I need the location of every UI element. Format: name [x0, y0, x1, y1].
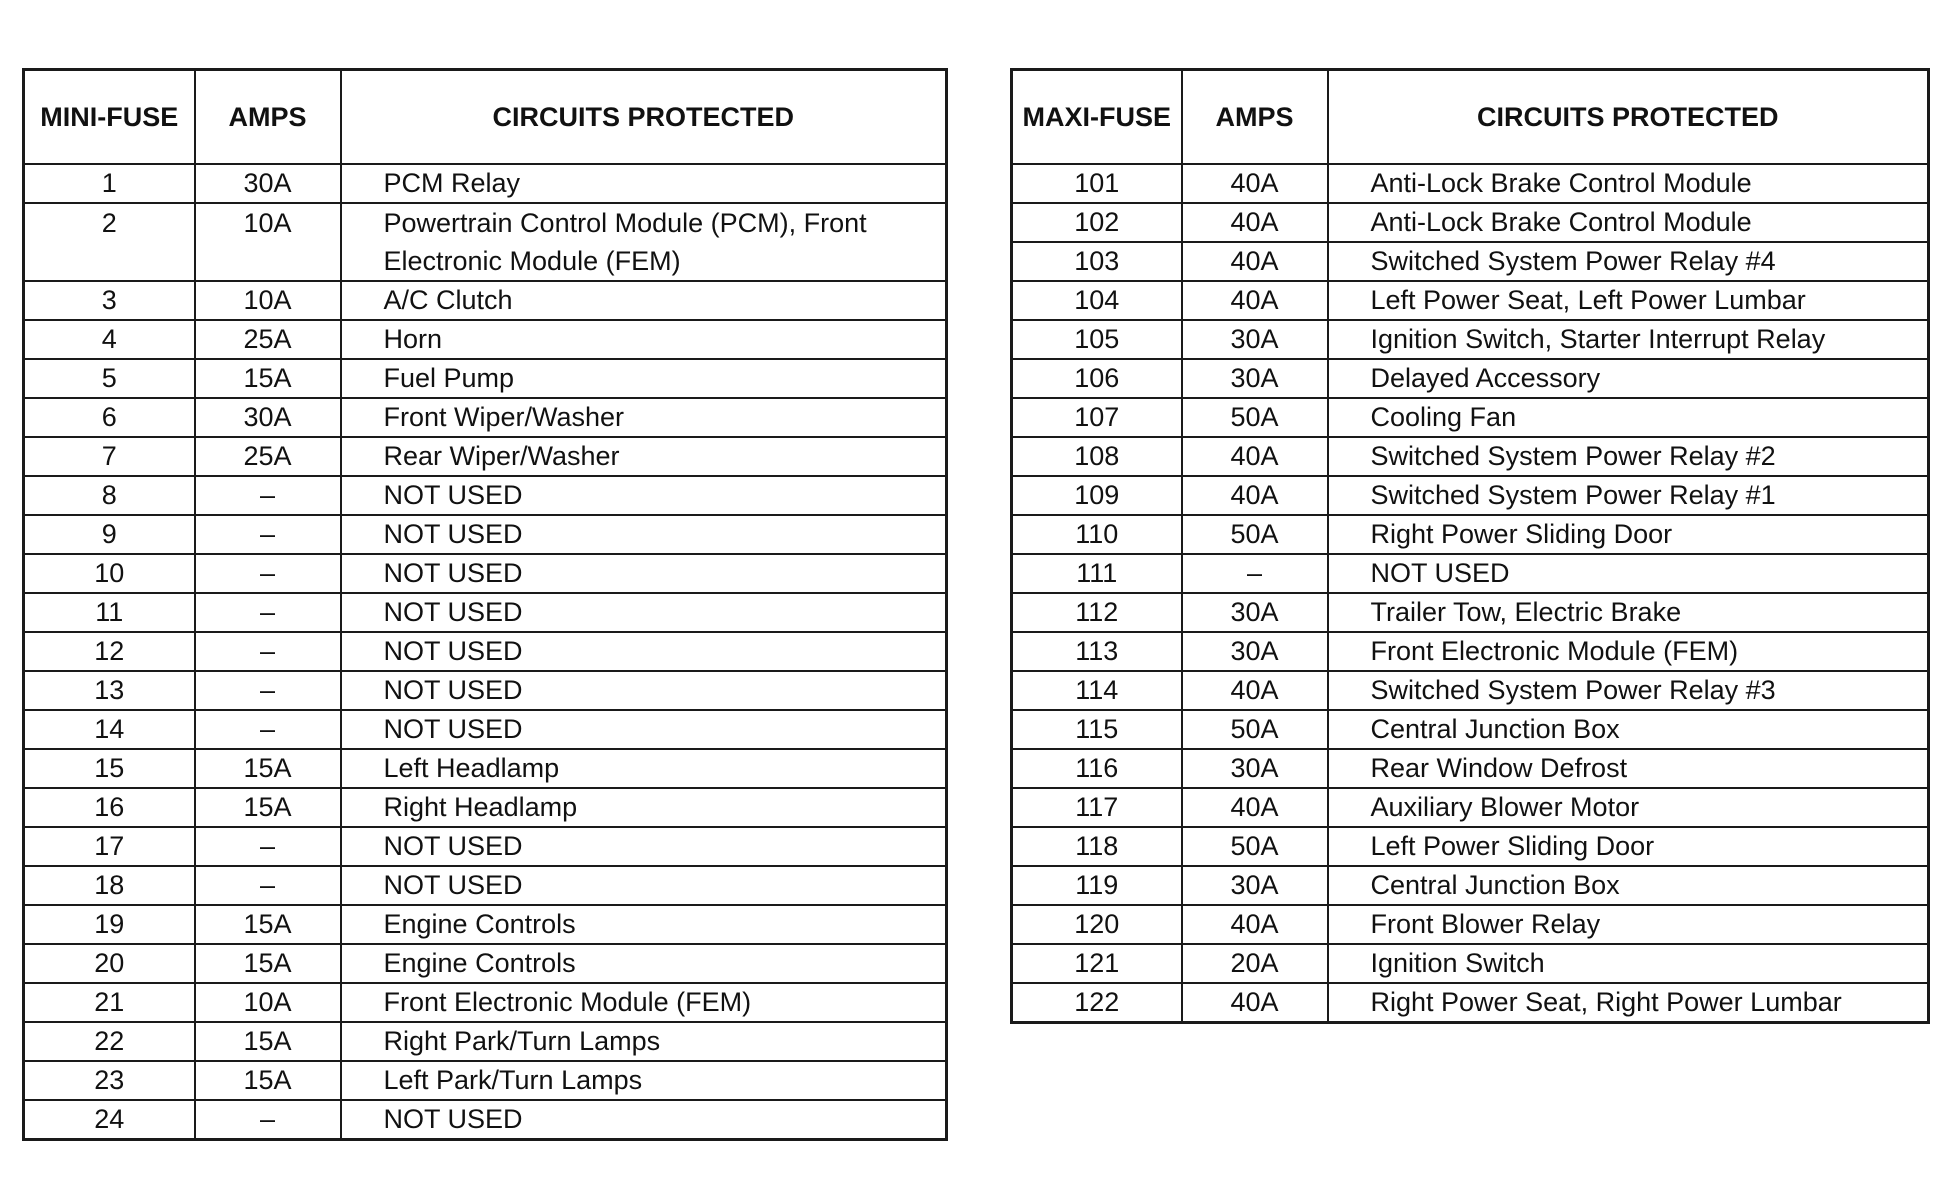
amps-cell: – — [195, 476, 341, 515]
fuse-number-cell: 102 — [1012, 203, 1182, 242]
circuits-cell: NOT USED — [1328, 554, 1929, 593]
table-row — [24, 476, 947, 515]
circuits-cell: Anti-Lock Brake Control Module — [1328, 164, 1929, 203]
circuits-cell: A/C Clutch — [341, 281, 947, 320]
table-row — [1012, 359, 1929, 398]
table-row — [1012, 983, 1929, 1023]
fuse-number-cell: 11 — [24, 593, 195, 632]
table-row — [1012, 866, 1929, 905]
amps-cell: 40A — [1182, 671, 1328, 710]
amps-cell: 10A — [195, 203, 341, 281]
amps-cell: 50A — [1182, 398, 1328, 437]
circuits-header: CIRCUITS PROTECTED — [1328, 70, 1929, 165]
table-row — [24, 437, 947, 476]
amps-cell: – — [195, 827, 341, 866]
table-row — [1012, 320, 1929, 359]
amps-cell: 30A — [1182, 359, 1328, 398]
fuse-number-cell: 1 — [24, 164, 195, 203]
amps-cell: 40A — [1182, 281, 1328, 320]
circuits-cell: Auxiliary Blower Motor — [1328, 788, 1929, 827]
fuse-number-cell: 104 — [1012, 281, 1182, 320]
maxi-fuse-table — [1010, 68, 1930, 1024]
circuits-cell: Central Junction Box — [1328, 710, 1929, 749]
table-row — [1012, 788, 1929, 827]
fuse-number-cell: 24 — [24, 1100, 195, 1140]
amps-cell: 15A — [195, 1022, 341, 1061]
table-row — [1012, 164, 1929, 203]
amps-cell: 15A — [195, 1061, 341, 1100]
table-row — [24, 515, 947, 554]
table-row — [24, 359, 947, 398]
table-row — [24, 398, 947, 437]
table-header-row — [1012, 70, 1929, 165]
table-row — [24, 788, 947, 827]
circuits-cell: NOT USED — [341, 827, 947, 866]
amps-cell: – — [1182, 554, 1328, 593]
amps-header: AMPS — [195, 70, 341, 165]
circuits-cell: Central Junction Box — [1328, 866, 1929, 905]
fuse-number-cell: 114 — [1012, 671, 1182, 710]
fuse-number-cell: 113 — [1012, 632, 1182, 671]
fuse-number-cell: 117 — [1012, 788, 1182, 827]
fuse-number-cell: 23 — [24, 1061, 195, 1100]
table-row — [1012, 671, 1929, 710]
table-row — [24, 164, 947, 203]
table-row — [1012, 476, 1929, 515]
amps-cell: – — [195, 671, 341, 710]
fuse-number-cell: 2 — [24, 203, 195, 281]
circuits-cell: NOT USED — [341, 710, 947, 749]
amps-cell: 40A — [1182, 476, 1328, 515]
table-row — [1012, 203, 1929, 242]
circuits-cell: NOT USED — [341, 632, 947, 671]
fuse-number-cell: 107 — [1012, 398, 1182, 437]
fuse-number-cell: 17 — [24, 827, 195, 866]
table-row — [1012, 281, 1929, 320]
amps-cell: 40A — [1182, 983, 1328, 1023]
amps-cell: 25A — [195, 320, 341, 359]
amps-cell: 40A — [1182, 905, 1328, 944]
circuits-cell: Front Electronic Module (FEM) — [1328, 632, 1929, 671]
table-row — [24, 905, 947, 944]
table-header-row — [24, 70, 947, 165]
circuits-cell: Right Power Sliding Door — [1328, 515, 1929, 554]
circuits-cell: Delayed Accessory — [1328, 359, 1929, 398]
table-row — [1012, 515, 1929, 554]
fuse-number-cell: 118 — [1012, 827, 1182, 866]
amps-cell: 10A — [195, 281, 341, 320]
fuse-number-cell: 16 — [24, 788, 195, 827]
table-row — [24, 320, 947, 359]
table-row — [24, 593, 947, 632]
fuse-number-cell: 109 — [1012, 476, 1182, 515]
table-row — [1012, 710, 1929, 749]
circuits-cell: Cooling Fan — [1328, 398, 1929, 437]
circuits-cell: NOT USED — [341, 554, 947, 593]
amps-cell: 50A — [1182, 710, 1328, 749]
circuits-cell: Front Electronic Module (FEM) — [341, 983, 947, 1022]
circuits-cell: Powertrain Control Module (PCM), Front Electronic Module (FEM) — [341, 203, 947, 281]
table-row — [24, 944, 947, 983]
circuits-cell: Switched System Power Relay #4 — [1328, 242, 1929, 281]
fuse-number-cell: 21 — [24, 983, 195, 1022]
circuits-cell: Rear Window Defrost — [1328, 749, 1929, 788]
amps-cell: 15A — [195, 788, 341, 827]
amps-cell: – — [195, 554, 341, 593]
fuse-number-cell: 19 — [24, 905, 195, 944]
fuse-number-cell: 15 — [24, 749, 195, 788]
fuse-number-cell: 106 — [1012, 359, 1182, 398]
table-row — [24, 749, 947, 788]
circuits-cell: Switched System Power Relay #3 — [1328, 671, 1929, 710]
mini-fuse-rows — [24, 164, 947, 1140]
amps-cell: 15A — [195, 359, 341, 398]
amps-cell: – — [195, 632, 341, 671]
fuse-number-cell: 121 — [1012, 944, 1182, 983]
fuse-number-cell: 120 — [1012, 905, 1182, 944]
circuits-cell: Switched System Power Relay #1 — [1328, 476, 1929, 515]
circuits-cell: Trailer Tow, Electric Brake — [1328, 593, 1929, 632]
amps-cell: 30A — [195, 398, 341, 437]
circuits-cell: NOT USED — [341, 593, 947, 632]
fuse-number-cell: 115 — [1012, 710, 1182, 749]
fuse-number-cell: 105 — [1012, 320, 1182, 359]
table-row — [24, 1100, 947, 1140]
amps-cell: 40A — [1182, 203, 1328, 242]
maxi-fuse-rows — [1012, 164, 1929, 1023]
amps-cell: 40A — [1182, 788, 1328, 827]
table-row — [24, 827, 947, 866]
amps-cell: – — [195, 593, 341, 632]
table-row — [1012, 437, 1929, 476]
fuse-number-cell: 103 — [1012, 242, 1182, 281]
amps-cell: 30A — [1182, 320, 1328, 359]
circuits-cell: Left Power Seat, Left Power Lumbar — [1328, 281, 1929, 320]
table-row — [24, 671, 947, 710]
amps-cell: 10A — [195, 983, 341, 1022]
table-row — [24, 281, 947, 320]
amps-cell: 30A — [1182, 593, 1328, 632]
circuits-cell: Left Headlamp — [341, 749, 947, 788]
table-row — [24, 983, 947, 1022]
fuse-number-cell: 10 — [24, 554, 195, 593]
table-row — [24, 710, 947, 749]
table-row — [24, 632, 947, 671]
amps-cell: 30A — [1182, 866, 1328, 905]
amps-cell: – — [195, 866, 341, 905]
fuse-number-cell: 101 — [1012, 164, 1182, 203]
fuse-number-cell: 12 — [24, 632, 195, 671]
circuits-cell: Ignition Switch — [1328, 944, 1929, 983]
amps-header: AMPS — [1182, 70, 1328, 165]
fuse-number-cell: 4 — [24, 320, 195, 359]
table-row — [1012, 827, 1929, 866]
circuits-cell: Front Blower Relay — [1328, 905, 1929, 944]
fuse-number-cell: 6 — [24, 398, 195, 437]
fuse-number-cell: 3 — [24, 281, 195, 320]
fuse-number-cell: 112 — [1012, 593, 1182, 632]
circuits-cell: NOT USED — [341, 476, 947, 515]
amps-cell: 50A — [1182, 515, 1328, 554]
fuse-number-cell: 20 — [24, 944, 195, 983]
circuits-cell: NOT USED — [341, 671, 947, 710]
table-row — [1012, 242, 1929, 281]
circuits-cell: Horn — [341, 320, 947, 359]
circuits-cell: Right Headlamp — [341, 788, 947, 827]
table-row — [24, 1061, 947, 1100]
mini-fuse-header: MINI-FUSE — [24, 70, 195, 165]
circuits-cell: PCM Relay — [341, 164, 947, 203]
circuits-cell: NOT USED — [341, 515, 947, 554]
circuits-cell: Left Power Sliding Door — [1328, 827, 1929, 866]
circuits-cell: NOT USED — [341, 1100, 947, 1140]
table-row — [1012, 593, 1929, 632]
fuse-number-cell: 110 — [1012, 515, 1182, 554]
amps-cell: 20A — [1182, 944, 1328, 983]
table-row — [24, 1022, 947, 1061]
circuits-cell: Rear Wiper/Washer — [341, 437, 947, 476]
fuse-number-cell: 9 — [24, 515, 195, 554]
table-row — [1012, 905, 1929, 944]
circuits-cell: NOT USED — [341, 866, 947, 905]
fuse-number-cell: 22 — [24, 1022, 195, 1061]
maxi-fuse-header: MAXI-FUSE — [1012, 70, 1182, 165]
fuse-number-cell: 13 — [24, 671, 195, 710]
circuits-cell: Switched System Power Relay #2 — [1328, 437, 1929, 476]
table-row — [1012, 554, 1929, 593]
fuse-number-cell: 122 — [1012, 983, 1182, 1023]
fuse-number-cell: 14 — [24, 710, 195, 749]
amps-cell: 30A — [195, 164, 341, 203]
amps-cell: – — [195, 515, 341, 554]
table-row — [1012, 398, 1929, 437]
table-row — [24, 554, 947, 593]
table-row — [1012, 749, 1929, 788]
amps-cell: 15A — [195, 749, 341, 788]
amps-cell: 25A — [195, 437, 341, 476]
amps-cell: 40A — [1182, 437, 1328, 476]
table-row — [1012, 632, 1929, 671]
fuse-number-cell: 108 — [1012, 437, 1182, 476]
circuits-cell: Ignition Switch, Starter Interrupt Relay — [1328, 320, 1929, 359]
circuits-cell: Engine Controls — [341, 944, 947, 983]
amps-cell: – — [195, 710, 341, 749]
amps-cell: 15A — [195, 944, 341, 983]
circuits-cell: Anti-Lock Brake Control Module — [1328, 203, 1929, 242]
amps-cell: 15A — [195, 905, 341, 944]
fuse-number-cell: 7 — [24, 437, 195, 476]
circuits-cell: Fuel Pump — [341, 359, 947, 398]
circuits-cell: Right Park/Turn Lamps — [341, 1022, 947, 1061]
circuits-cell: Engine Controls — [341, 905, 947, 944]
table-row — [24, 866, 947, 905]
mini-fuse-table — [22, 68, 948, 1141]
circuits-cell: Front Wiper/Washer — [341, 398, 947, 437]
amps-cell: 40A — [1182, 164, 1328, 203]
amps-cell: 50A — [1182, 827, 1328, 866]
amps-cell: 40A — [1182, 242, 1328, 281]
circuits-cell: Left Park/Turn Lamps — [341, 1061, 947, 1100]
fuse-number-cell: 111 — [1012, 554, 1182, 593]
fuse-number-cell: 119 — [1012, 866, 1182, 905]
fuse-number-cell: 8 — [24, 476, 195, 515]
circuits-header: CIRCUITS PROTECTED — [341, 70, 947, 165]
table-row — [24, 203, 947, 281]
circuits-cell: Right Power Seat, Right Power Lumbar — [1328, 983, 1929, 1023]
table-row — [1012, 944, 1929, 983]
amps-cell: 30A — [1182, 632, 1328, 671]
amps-cell: – — [195, 1100, 341, 1140]
fuse-number-cell: 5 — [24, 359, 195, 398]
amps-cell: 30A — [1182, 749, 1328, 788]
fuse-number-cell: 18 — [24, 866, 195, 905]
fuse-number-cell: 116 — [1012, 749, 1182, 788]
